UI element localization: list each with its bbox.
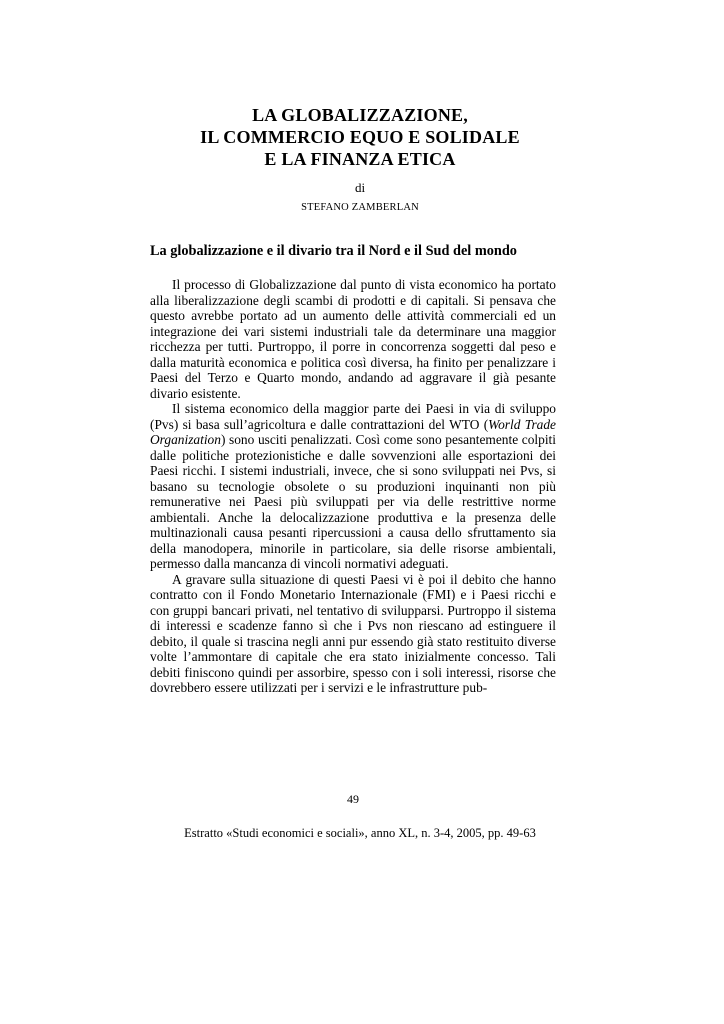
paragraph-2 [150,401,556,572]
paragraph-2-part-2: ) sono usciti penalizzati. Così come sono pesantemente colpiti dalle politiche protezionistiche e dalle sovvenzioni alle esportazioni dei Paesi ricchi. I sistemi industriali, invece, che si sono sviluppati nei Pvs, si basano su tecnologie obsolete o su produzioni inquinanti non più remunerative nei Paesi più sviluppati per via delle restrittive norme ambientali. Anche la delocalizzazione produttiva e la presenza delle multinazionali causa pesanti ripercussioni a causa dello sfruttamento sia della manodopera, minorile in particolare, sia delle risorse ambientali, permesso dalla mancanza di vincoli normativi adeguati. [150,432,556,571]
citation-footer: Estratto «Studi economici e sociali», anno XL, n. 3-4, 2005, pp. 49-63 [184,826,536,840]
paragraph-2-part-1: Il sistema economico della maggior parte dei Paesi in via di sviluppo (Pvs) si basa sull’agricoltura e dalle contrattazioni del WTO ( [150,401,556,432]
page-number: 49 [347,792,359,806]
body-text [150,277,556,696]
paragraph-3: A gravare sulla situazione di questi Paesi vi è poi il debito che hanno contratto con il Fondo Monetario Internazionale (FMI) e i Paesi ricchi e con gruppi bancari privati, nel tentativo di svilupparsi. Purtroppo il sistema di interessi e scadenze fanno sì che i Pvs non riescano ad estinguere il debito, il quale si trascina negli anni pur essendo già stato restituito diverse volte l’ammontare di capitale che era stato inizialmente concesso. Tali debiti finiscono quindi per assorbire, spesso con i soli interessi, risorse che dovrebbero essere utilizzati per i servizi e le infrastrutture pub- [150,571,556,695]
author-name: STEFANO ZAMBERLAN [301,202,419,213]
byline-di: di [354,180,366,195]
title-line-2: IL COMMERCIO EQUO E SOLIDALE [200,127,520,147]
paragraph-2-italic: World Trade Organization [150,416,556,447]
paragraph-1: Il processo di Globalizzazione dal punto di vista economico ha portato alla liberalizzazione degli scambi di prodotti e di capitali. Si pensava che questo avrebbe portato ad un aumento delle attività commerciali ed un integrazione dei vari sistemi industriali tale da determinare una maggior ricchezza per tutti. Purtroppo, il porre in concorrenza soggetti dal peso e dalla maturità economica e politica così diversa, ha finito per penalizzare i Paesi del Terzo e Quarto mondo, andando ad aggravare il già pesante divario esistente. [150,277,556,401]
title-line-1: LA GLOBALIZZAZIONE, [252,105,468,125]
title-line-3: E LA FINANZA ETICA [264,149,456,169]
article-title [150,104,570,170]
section-heading: La globalizzazione e il divario tra il Nord e il Sud del mondo [150,243,517,259]
